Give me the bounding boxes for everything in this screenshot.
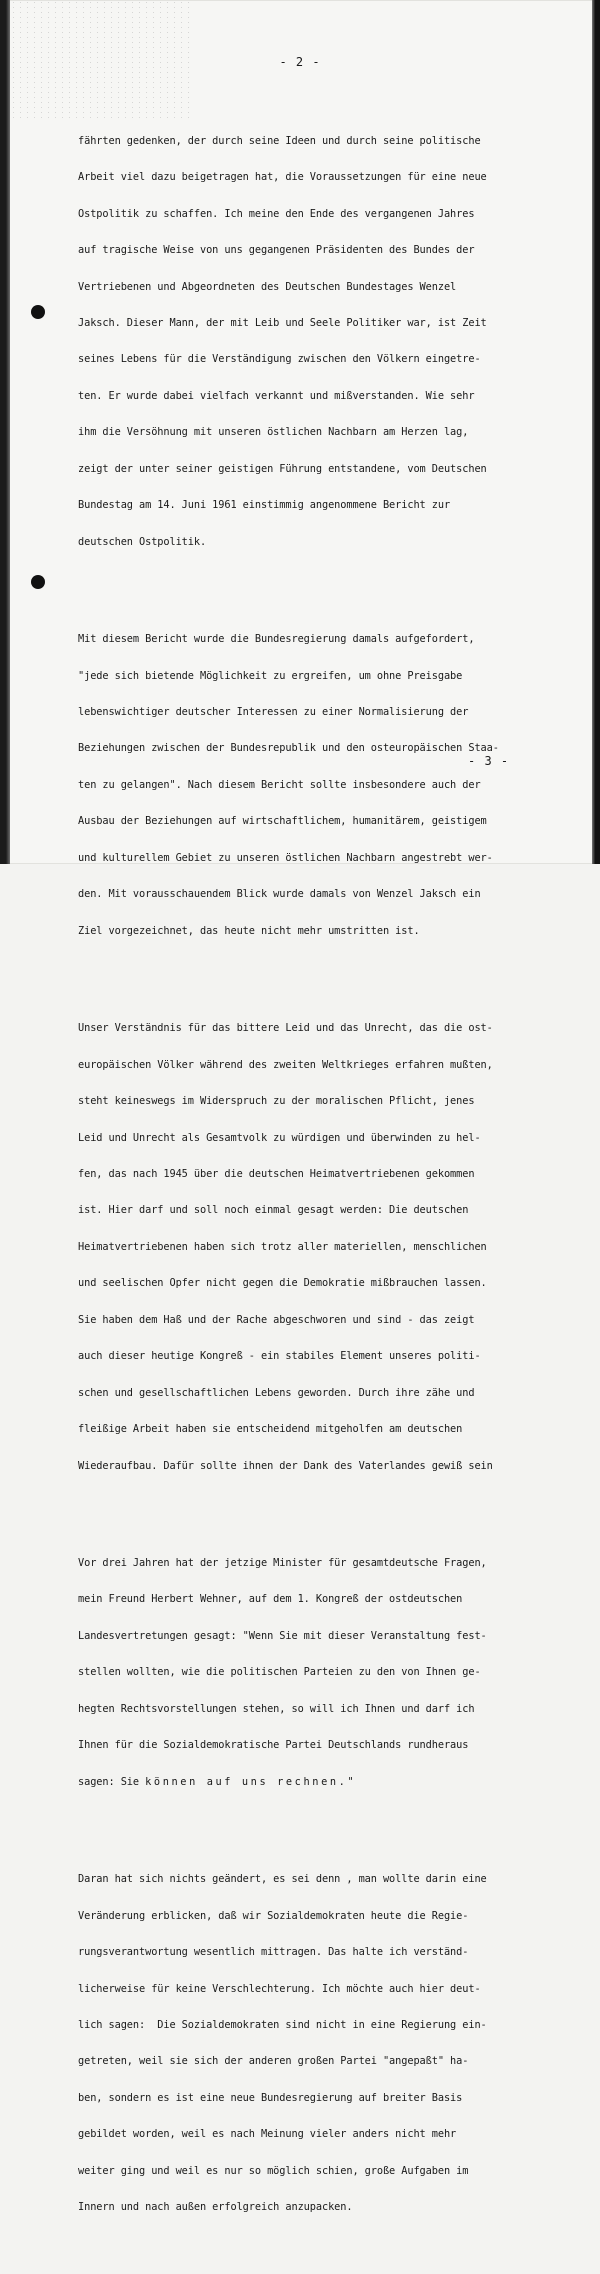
scan-edge-left	[0, 0, 10, 864]
text-line: "jede sich bietende Möglichkeit zu ergreifen, um ohne Preisgabe	[78, 669, 463, 682]
text-line: Vertriebenen und Abgeordneten des Deutschen Bundestages Wenzel	[78, 280, 457, 293]
text-line: Ostpolitik zu schaffen. Ich meine den Ende des vergangenen Jahres	[78, 207, 475, 220]
text-line: Daran hat sich nichts geändert, es sei denn , man wollte darin eine	[78, 1873, 487, 1886]
text-line: licherweise für keine Verschlechterung. Ich möchte auch hier deut-	[78, 1982, 481, 1995]
text-line: Vor drei Jahren hat der jetzige Minister für gesamtdeutsche Fragen,	[78, 1557, 487, 1569]
scan-edge-right	[592, 0, 600, 864]
paragraph-1	[78, 110, 578, 572]
text-line: Unser Verständnis für das bittere Leid und das Unrecht, das die ost-	[78, 1022, 493, 1035]
text-line: ten. Er wurde dabei vielfach verkannt und mißverstanden. Wie sehr	[78, 389, 475, 402]
text-line: stellen wollten, wie die politischen Parteien zu den von Ihnen ge-	[78, 1666, 481, 1679]
text-line: und kulturellem Gebiet zu unseren östlichen Nachbarn angestrebt wer-	[78, 851, 493, 864]
text-line: weiter ging und weil es nur so möglich schien, große Aufgaben im	[78, 2164, 469, 2177]
text-line: europäischen Völker während des zweiten Weltkrieges erfahren mußten,	[78, 1058, 493, 1071]
punch-hole-top	[31, 305, 45, 319]
quote-prefix: sagen: Sie	[78, 1775, 146, 1788]
text-line: lebenswichtiger deutscher Interessen zu einer Normalisierung der	[78, 706, 469, 718]
text-line: Innern und nach außen erfolgreich anzupacken.	[78, 2201, 353, 2214]
text-line: seines Lebens für die Verständigung zwischen den Völkern eingetre-	[78, 353, 481, 366]
punch-hole-bottom	[31, 575, 45, 589]
text-line: fen, das nach 1945 über die deutschen Heimatvertriebenen gekommen	[78, 1167, 475, 1180]
text-line: getreten, weil sie sich der anderen großen Partei "angepaßt" ha-	[78, 2055, 469, 2068]
text-line: Ziel vorgezeichnet, das heute nicht mehr umstritten ist.	[78, 924, 420, 937]
text-line: deutschen Ostpolitik.	[78, 535, 207, 548]
text-line: rungsverantwortung wesentlich mittragen. Das halte ich verständ-	[78, 1946, 469, 1959]
text-line: fährten gedenken, der durch seine Ideen und durch seine politische	[78, 134, 481, 147]
text-line: den. Mit vorausschauendem Blick wurde damals von Wenzel Jaksch ein	[78, 888, 481, 901]
text-line: Beziehungen zwischen der Bundesrepublik und den osteuropäischen Staa-	[78, 742, 499, 755]
next-page-marker: - 3 -	[468, 754, 510, 768]
text-line: Bundestag am 14. Juni 1961 einstimmig angenommene Bericht zur	[78, 499, 451, 512]
text-line: lich sagen: Die Sozialdemokraten sind nicht in eine Regierung ein-	[78, 2018, 487, 2031]
text-line: ist. Hier darf und soll noch einmal gesagt werden: Die deutschen	[78, 1204, 469, 1217]
text-line: Landesvertretungen gesagt: "Wenn Sie mit dieser Veranstaltung fest-	[78, 1629, 487, 1642]
text-line: gebildet worden, weil es nach Meinung vieler anders nicht mehr	[78, 2128, 457, 2141]
text-line: Arbeit viel dazu beigetragen hat, die Voraussetzungen für eine neue	[78, 171, 487, 184]
paragraph-5	[78, 1849, 578, 2238]
text-line: Wiederaufbau. Dafür sollte ihnen der Dank des Vaterlandes gewiß sein	[78, 1459, 493, 1472]
text-line: auch dieser heutige Kongreß - ein stabiles Element unseres politi-	[78, 1350, 481, 1363]
text-line: zeigt der unter seiner geistigen Führung entstandene, vom Deutschen	[78, 462, 487, 475]
text-line: Ihnen für die Sozialdemokratische Partei Deutschlands rundheraus	[78, 1739, 469, 1752]
text-line: Leid und Unrecht als Gesamtvolk zu würdigen und überwinden zu hel-	[78, 1131, 481, 1144]
paragraph-3	[78, 998, 578, 1496]
text-line: Mit diesem Bericht wurde die Bundesregierung damals aufgefordert,	[78, 633, 475, 646]
text-line: hegten Rechtsvorstellungen stehen, so will ich Ihnen und darf ich	[78, 1702, 475, 1715]
text-line: Veränderung erblicken, daß wir Sozialdemokraten heute die Regie-	[78, 1909, 469, 1922]
text-line: fleißige Arbeit haben sie entscheidend mitgeholfen am deutschen	[78, 1423, 463, 1436]
text-line: Heimatvertriebenen haben sich trotz aller materiellen, menschlichen	[78, 1240, 487, 1253]
text-line: auf tragische Weise von uns gegangenen Präsidenten des Bundes der	[78, 244, 475, 257]
body-text	[78, 86, 578, 2274]
text-line: ihm die Versöhnung mit unseren östlichen Nachbarn am Herzen lag,	[78, 426, 469, 439]
text-line-quote	[78, 1776, 578, 1788]
text-line: ten zu gelangen". Nach diesem Bericht sollte insbesondere auch der	[78, 778, 481, 791]
text-line: und seelischen Opfer nicht gegen die Demokratie mißbrauchen lassen.	[78, 1277, 487, 1290]
text-line: ben, sondern es ist eine neue Bundesregierung auf breiter Basis	[78, 2091, 463, 2104]
spaced-quote: können auf uns rechnen."	[145, 1775, 357, 1788]
text-line: steht keineswegs im Widerspruch zu der moralischen Pflicht, jenes	[78, 1095, 475, 1108]
page-number: - 2 -	[279, 55, 321, 69]
text-line: mein Freund Herbert Wehner, auf dem 1. Kongreß der ostdeutschen	[78, 1593, 463, 1606]
text-line: Sie haben dem Haß und der Rache abgeschworen und sind - das zeigt	[78, 1313, 475, 1326]
text-line: schen und gesellschaftlichen Lebens geworden. Durch ihre zähe und	[78, 1386, 475, 1399]
paragraph-4	[78, 1533, 578, 1813]
text-line: Ausbau der Beziehungen auf wirtschaftlichem, humanitärem, geistigem	[78, 815, 487, 828]
text-line: Jaksch. Dieser Mann, der mit Leib und Seele Politiker war, ist Zeit	[78, 316, 487, 329]
paragraph-2	[78, 609, 578, 962]
